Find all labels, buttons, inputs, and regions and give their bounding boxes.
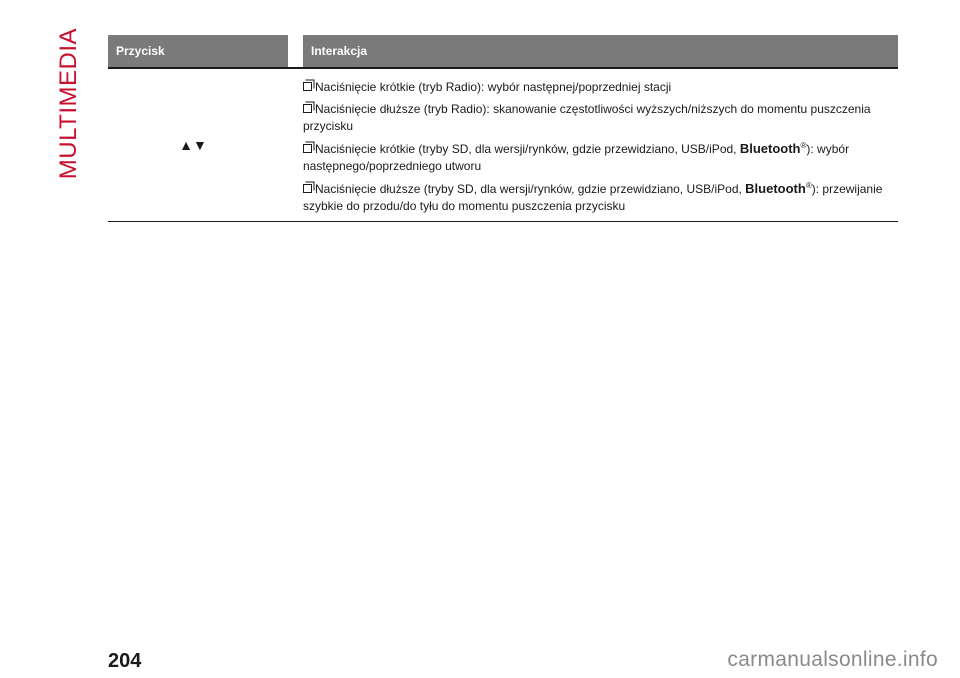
item-text: Naciśnięcie dłuższe (tryby SD, dla wersji/rynków, gdzie przewidziano, USB/iPod, [315,182,746,196]
checkbox-bullet-icon [303,104,312,113]
registered-mark: ® [800,141,807,150]
controls-table [108,35,898,222]
bluetooth-brand: Bluetooth [739,141,801,156]
item-text: Naciśnięcie krótkie (tryb Radio): wybór następnej/poprzedniej stacji [315,80,672,94]
header-button-column: Przycisk [108,35,288,67]
bluetooth-brand: Bluetooth [745,181,806,196]
up-down-arrows-icon: ▲▼ [179,137,207,153]
interaction-cell [303,69,898,221]
registered-mark: ® [805,181,812,190]
item-text: Naciśnięcie krótkie (tryby SD, dla wersji/rynków, gdzie przewidziano, USB/iPod, [315,142,740,156]
item-text-end: ): przewijanie szybkie do przodu/do tyłu do momentu puszczenia przycisku [303,182,883,213]
checkbox-bullet-icon [303,82,312,91]
item-text: Naciśnięcie dłuższe (tryb Radio): skanowanie częstotliwości wyższych/niższych do momentu puszczenia przycisku [303,102,871,133]
item-text-end: ): wybór następnego/poprzedniego utworu [303,142,850,173]
table-header [108,35,898,67]
list-item [303,101,898,135]
button-cell [108,69,303,221]
checkbox-bullet-icon [303,144,312,153]
section-label: MULTIMEDIA [55,28,82,180]
header-gap [288,35,303,67]
list-item [303,140,898,175]
list-item [303,180,898,215]
list-item [303,79,898,96]
page-number: 204 [108,650,142,672]
section-side-label [55,28,83,180]
table-row [108,69,898,222]
watermark-text: carmanualsonline.info [727,648,938,671]
checkbox-bullet-icon [303,184,312,193]
header-interaction-column: Interakcja [303,35,898,67]
